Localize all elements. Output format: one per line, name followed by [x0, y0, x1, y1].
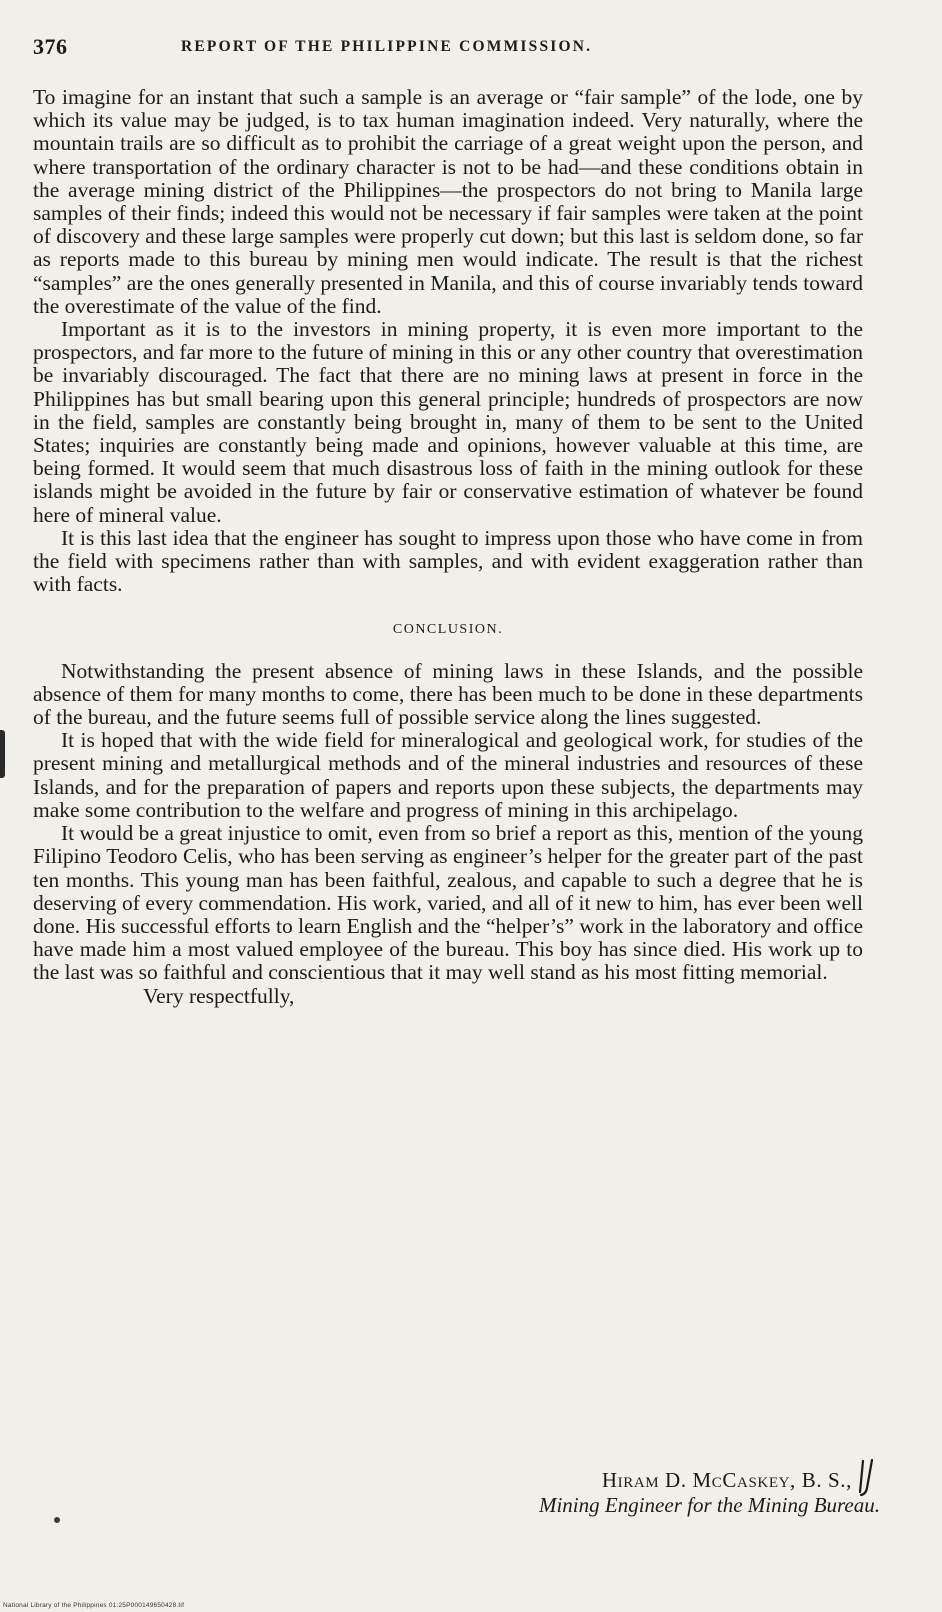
signature-block	[539, 1468, 880, 1518]
section-title-conclusion: CONCLUSION.	[392, 622, 504, 638]
paragraph-1: To imagine for an instant that such a sample is an average or “fair sample” of the lode, one by which its value may be judged, is to tax human imagination indeed. Very naturally, where the mountain trails are so difficult as to prohibit the carriage of a great weight upon the person, and where transportation of the ordinary character is not to be had—and these conditions obtain in the average mining district of the Philippines—the prospectors do not bring to Manila large samples of their finds; indeed this would not be necessary if fair samples were taken at the point of discovery and these large samples were properly cut down; but this last is seldom done, so far as reports made to this bureau by mining men would indicate. The result is that the richest “samples” are the ones generally presented in Manila, and this of course invariably tends toward the overestimate of the value of the find.	[33, 85, 863, 318]
paragraph-3: It is this last idea that the engineer has sought to impress upon those who have come in from the field with specimens rather than with samples, and with evident exaggeration rather than with facts.	[33, 525, 863, 597]
conclusion-paragraph-3: It would be a great injustice to omit, even from so brief a report as this, mention of the young Filipino Teodoro Celis, who has been serving as engineer’s helper for the greater part of the past ten months. This young man has been faithful, zealous, and capable to such a degree that he is deserving of every commendation. His work, varied, and all of it new to him, has ever been well done. His successful efforts to learn English and the “helper’s” work in the laboratory and office have made him a most valued employee of the bureau. This boy has since died. His work up to the last was so faithful and conscientious that it may well stand as his most fitting memorial.	[33, 821, 863, 985]
page-edge-mark	[0, 730, 5, 778]
page-header	[33, 34, 902, 60]
pen-mark-icon	[856, 1458, 876, 1498]
paragraph-2: Important as it is to the investors in mining property, it is even more important to the prospectors, and far more to the future of mining in this or any other country that overestimation be invariably discouraged. The fact that there are no mining laws at present in force in the Philippines has but small bearing upon this general principle; hundreds of prospectors are now in the field, samples are constantly being brought in, many of them to be sent to the United States; inquiries are constantly being made and opinions, however valuable at this time, are being formed. It would seem that much disastrous loss of faith in the mining outlook for these islands might be avoided in the future by fair or conservative estimation of whatever be found here of mineral value.	[33, 317, 863, 527]
body-text	[33, 86, 863, 1008]
signature-title: Mining Engineer for the Mining Bureau.	[538, 1493, 880, 1517]
page-number: 376	[33, 34, 68, 59]
closing-salutation: Very respectfully,	[143, 983, 295, 1008]
conclusion-paragraph-1: Notwithstanding the present absence of mining laws in these Islands, and the possible absence of them for many months to come, there has been much to be done in these departments of the bureau, and the future seems full of possible service along the lines suggested.	[33, 658, 863, 730]
signature-name: Hiram D. McCaskey, B. S.,	[601, 1468, 852, 1492]
scan-footer: National Library of the Philippines 01:25P000149650428.tif	[3, 1602, 185, 1609]
ink-dot	[54, 1517, 60, 1523]
conclusion-paragraph-2: It is hoped that with the wide field for mineralogical and geological work, for studies of the present mining and metallurgical methods and of the mineral industries and resources of these Islands, and for the preparation of papers and reports upon these subjects, the departments may make some contribution to the welfare and progress of mining in this archipelago.	[33, 728, 863, 822]
running-head: REPORT OF THE PHILIPPINE COMMISSION.	[181, 38, 593, 55]
